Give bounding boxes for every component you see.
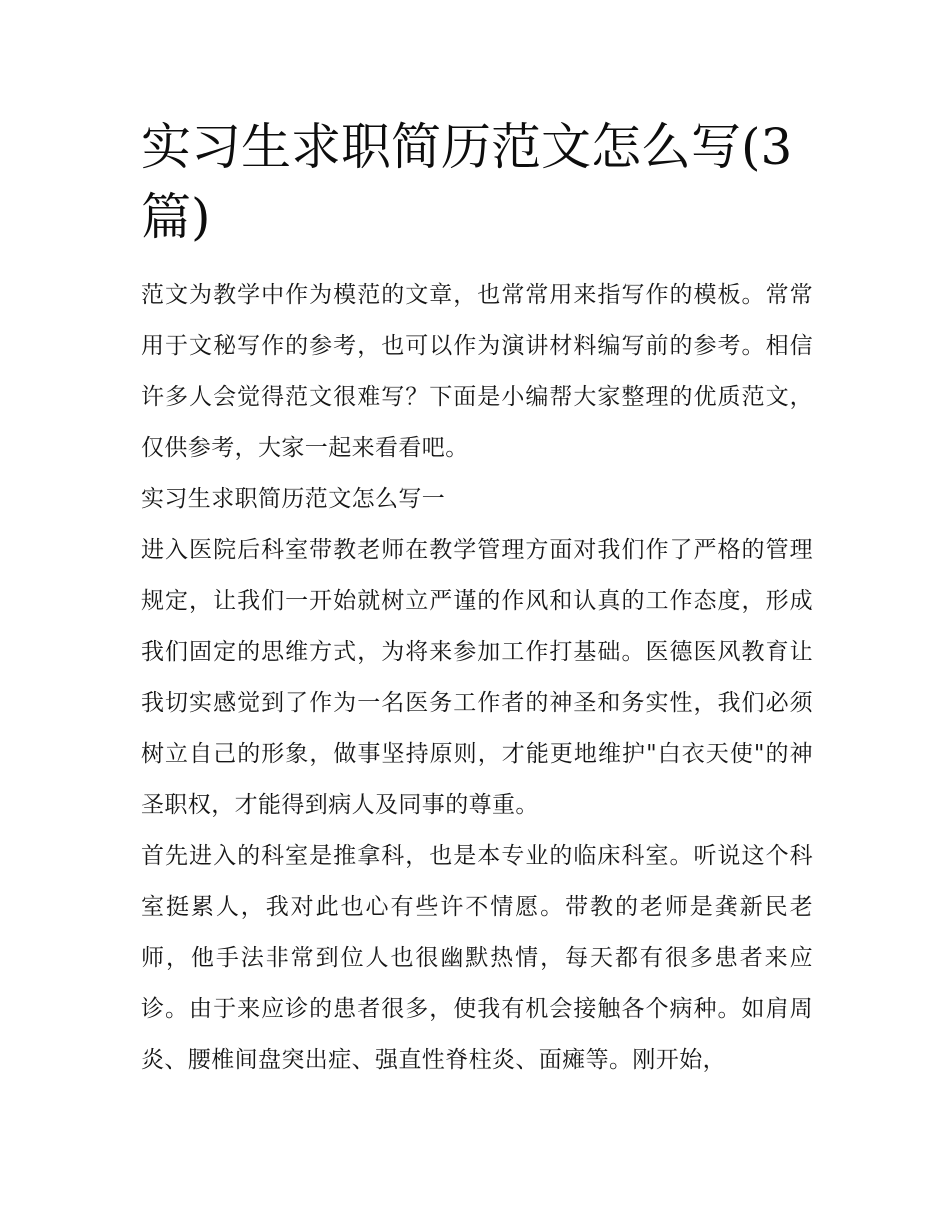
section-heading: 实习生求职简历范文怎么写一 bbox=[141, 486, 446, 512]
body-paragraph: 首先进入的科室是推拿科，也是本专业的临床科室。听说这个科室挺累人，我对此也心有些许不情愿。带教的老师是龚新民老师，他手法非常到位人也很幽默热情，每天都有很多患者来应诊。由于来应诊的患者很多，使我有机会接触各个病种。如肩周炎、腰椎间盘突出症、强直性脊柱炎、面瘫等。刚开始， bbox=[141, 843, 813, 1073]
document-body bbox=[141, 270, 813, 1086]
intro-paragraph: 范文为教学中作为模范的文章，也常常用来指写作的模板。常常用于文秘写作的参考，也可以作为演讲材料编写前的参考。相信许多人会觉得范文很难写？下面是小编帮大家整理的优质范文，仅供参考，大家一起来看看吧。 bbox=[141, 282, 813, 461]
body-paragraph: 进入医院后科室带教老师在教学管理方面对我们作了严格的管理规定，让我们一开始就树立严谨的作风和认真的工作态度，形成我们固定的思维方式，为将来参加工作打基础。医德医风教育让我切实感觉到了作为一名医务工作者的神圣和务实性，我们必须树立自己的形象，做事坚持原则，才能更地维护"白衣天使"的神圣职权，才能得到病人及同事的尊重。 bbox=[141, 537, 813, 818]
document-title: 实习生求职简历范文怎么写(3篇) bbox=[141, 118, 793, 246]
document-content bbox=[141, 112, 813, 1086]
